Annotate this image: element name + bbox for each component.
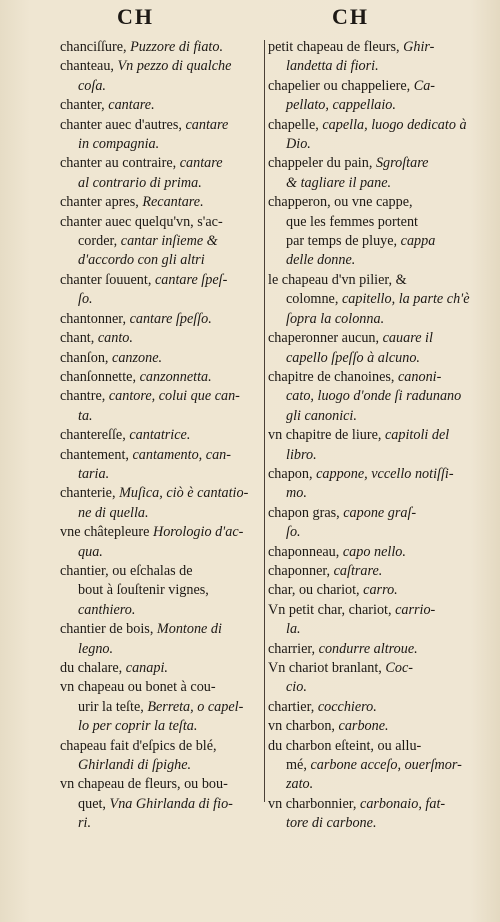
entry-line [60, 581, 260, 600]
entry-french-text: chanciſſure, [60, 39, 131, 55]
entry-italian-gloss: in compagnia. [78, 136, 160, 153]
entry-italian-gloss: delle donne. [286, 252, 356, 269]
entry-line [60, 57, 260, 76]
right-column [268, 38, 490, 834]
dictionary-entry [60, 329, 260, 348]
entry-italian-gloss: mo. [286, 485, 307, 502]
entry-french-text: corder, [78, 233, 121, 250]
entry-line [268, 251, 490, 270]
dictionary-entry [268, 193, 490, 271]
dictionary-entry [60, 193, 260, 212]
entry-italian-gloss: carro. [363, 582, 398, 599]
entry-italian-gloss: condurre altroue. [318, 640, 418, 657]
dictionary-entry [60, 213, 260, 271]
entry-line [268, 698, 490, 717]
entry-italian-gloss: Recantare. [142, 194, 204, 211]
entry-french-text: chanter au contraire, [60, 155, 180, 172]
entry-italian-gloss: cato, luogo d'onde ſi radunano [286, 388, 462, 405]
dictionary-entry [268, 659, 490, 698]
entry-french-text: char, ou chariot, [268, 582, 364, 599]
entry-italian-gloss: capitoli del [385, 427, 450, 444]
entry-italian-gloss: la. [286, 621, 301, 638]
entry-italian-gloss: gli canonici. [286, 407, 357, 424]
entry-line [60, 96, 260, 115]
entry-line [268, 174, 490, 193]
entry-french-text: petit chapeau de fleurs, [268, 39, 404, 55]
entry-italian-gloss: cio. [286, 679, 307, 696]
entry-italian-gloss: tore di carbone. [286, 815, 377, 832]
entry-italian-gloss: ne di quella. [78, 504, 149, 521]
dictionary-entry [268, 562, 490, 581]
entry-french-text: chapeau fait d'eſpics de blé, [60, 737, 217, 754]
dictionary-entry [60, 446, 260, 485]
entry-italian-gloss: coſa. [78, 77, 106, 94]
entry-line [60, 543, 260, 562]
dictionary-entry [268, 698, 490, 717]
entry-line [60, 251, 260, 270]
entry-italian-gloss: Ghirlandi di ſpighe. [78, 757, 192, 774]
entry-line [268, 116, 490, 135]
entry-french-text: chappeler du pain, [268, 155, 376, 172]
entry-line [268, 717, 490, 736]
entry-italian-gloss: capone graſ- [343, 504, 417, 521]
entry-line [268, 562, 490, 581]
entry-french-text: chantier, ou eſchalas de [60, 562, 193, 579]
entry-italian-gloss: Ca- [413, 77, 436, 94]
entry-italian-gloss: canthiero. [78, 601, 136, 618]
entry-line [268, 135, 490, 154]
dictionary-entry [60, 737, 260, 776]
entry-french-text: chantre, [60, 388, 109, 405]
entry-line [268, 232, 490, 251]
entry-line [268, 446, 490, 465]
entry-italian-gloss: Berreta, o capel- [147, 698, 244, 715]
dictionary-entry [60, 562, 260, 620]
entry-italian-gloss: ta. [78, 407, 93, 424]
entry-line [60, 349, 260, 368]
entry-french-text: chantonner, [60, 310, 130, 327]
entry-french-text: chanter auec quelqu'vn, s'ac- [60, 213, 223, 230]
entry-italian-gloss: cantare ſpeſſo. [129, 310, 212, 327]
entry-line [268, 581, 490, 600]
entry-line [60, 484, 260, 503]
dictionary-entry [60, 523, 260, 562]
entry-line [60, 640, 260, 659]
running-head-right: CH [332, 4, 369, 29]
entry-italian-gloss: ſo. [78, 291, 93, 308]
entry-line [60, 116, 260, 135]
entry-french-text: vne châtepleure [60, 524, 153, 541]
dictionary-entry [60, 484, 260, 523]
entry-french-text: chanſon, [60, 349, 113, 366]
dictionary-entry [60, 387, 260, 426]
entry-italian-gloss: cantore, colui que can- [108, 388, 240, 405]
entry-italian-gloss: Ghir- [403, 39, 435, 55]
entry-italian-gloss: ri. [78, 815, 92, 832]
entry-line [60, 426, 260, 445]
dictionary-entry [268, 504, 490, 543]
entry-french-text: chapelier ou chappeliere, [268, 77, 414, 94]
entry-line [60, 38, 260, 57]
entry-line [268, 756, 490, 775]
entry-line [268, 795, 490, 814]
entry-french-text: chanterie, [60, 485, 120, 502]
dictionary-entry [60, 310, 260, 329]
entry-italian-gloss: zato. [286, 776, 314, 793]
entry-french-text: chantier de bois, [60, 621, 157, 638]
entry-line [268, 426, 490, 445]
entry-line [268, 814, 490, 833]
entry-italian-gloss: libro. [286, 446, 317, 463]
entry-italian-gloss: cantare ſpeſ- [154, 271, 228, 288]
entry-italian-gloss: qua. [78, 543, 103, 560]
entry-line [60, 135, 260, 154]
entry-italian-gloss: cauare il [382, 330, 433, 347]
entry-italian-gloss: capella, luogo dedicato à [322, 116, 467, 133]
entry-line [268, 678, 490, 697]
entry-italian-gloss: canoni- [398, 368, 442, 385]
entry-line [60, 407, 260, 426]
dictionary-entry [60, 678, 260, 736]
entry-line [268, 271, 490, 290]
dictionary-entry [60, 368, 260, 387]
entry-line [60, 193, 260, 212]
entry-line [60, 446, 260, 465]
entry-line [268, 620, 490, 639]
entry-french-text: charrier, [268, 640, 319, 657]
entry-line [268, 349, 490, 368]
entry-italian-gloss: Vna Ghirlanda di fio- [109, 795, 233, 812]
entry-french-text: chaperonner aucun, [268, 330, 383, 347]
entry-line [60, 814, 260, 833]
entry-italian-gloss: cantatrice. [129, 427, 191, 444]
dictionary-entry [268, 640, 490, 659]
entry-italian-gloss: canapi. [125, 660, 168, 676]
entry-french-text: chanter apres, [60, 194, 143, 211]
entry-italian-gloss: carbone acceſo, ouerſmor- [310, 757, 462, 774]
entry-line [60, 465, 260, 484]
entry-french-text: vn chapitre de liure, [268, 427, 385, 444]
entry-line [60, 659, 260, 678]
entry-line [60, 329, 260, 348]
entry-line [268, 154, 490, 173]
left-column [60, 38, 260, 834]
entry-line [60, 678, 260, 697]
entry-line [268, 659, 490, 678]
entry-line [60, 620, 260, 639]
column-rule [264, 40, 265, 802]
entry-italian-gloss: Puzzore di fiato. [130, 39, 224, 55]
entry-line [268, 290, 490, 309]
entry-french-text: chantereſſe, [60, 427, 130, 444]
entry-line [268, 38, 490, 57]
entry-italian-gloss: Montone di [156, 621, 222, 638]
dictionary-entry [268, 465, 490, 504]
entry-line [268, 737, 490, 756]
entry-french-text: par temps de pluye, [286, 233, 401, 250]
entry-line [268, 57, 490, 76]
entry-french-text: que les femmes portent [286, 213, 418, 230]
dictionary-entry [268, 38, 490, 77]
entry-french-text: quet, [78, 795, 110, 812]
entry-line [60, 698, 260, 717]
entry-french-text: vn chapeau de fleurs, ou bou- [60, 776, 228, 793]
entry-line [268, 193, 490, 212]
entry-french-text: chanſonnette, [60, 368, 140, 385]
entry-line [268, 484, 490, 503]
dictionary-entry [60, 775, 260, 833]
entry-line [268, 775, 490, 794]
entry-french-text: vn charbon, [268, 718, 339, 735]
entry-french-text: chanter ſouuent, [60, 271, 155, 288]
entry-french-text: vn charbonnier, [268, 795, 361, 812]
entry-french-text: le chapeau d'vn pilier, & [268, 271, 407, 288]
entry-french-text: mé, [286, 757, 311, 774]
entry-french-text: du chalare, [60, 660, 126, 676]
entry-line [60, 213, 260, 232]
entry-italian-gloss: capello ſpeſſo à alcuno. [286, 349, 420, 366]
entry-french-text: chaponner, [268, 562, 334, 579]
dictionary-entry [60, 620, 260, 659]
entry-french-text: chanteau, [60, 58, 118, 75]
dictionary-entry [60, 116, 260, 155]
entry-italian-gloss: caſtrare. [333, 562, 383, 579]
entry-line [60, 310, 260, 329]
entry-line [60, 717, 260, 736]
entry-italian-gloss: Vn pezzo di qualche [117, 58, 232, 75]
dictionary-entry [60, 426, 260, 445]
entry-italian-gloss: carrio- [395, 601, 436, 618]
entry-italian-gloss: cantare. [108, 97, 155, 114]
entry-french-text: chanter, [60, 97, 109, 114]
entry-italian-gloss: cantare [185, 116, 229, 133]
entry-line [268, 387, 490, 406]
entry-line [268, 504, 490, 523]
entry-french-text: Vn petit char, chariot, [268, 601, 396, 618]
entry-italian-gloss: canto. [97, 330, 133, 347]
dictionary-entry [268, 717, 490, 736]
entry-line [60, 174, 260, 193]
entry-french-text: urir la teſte, [78, 698, 148, 715]
entry-italian-gloss: legno. [78, 640, 114, 657]
entry-french-text: chapelle, [268, 116, 323, 133]
dictionary-entry [268, 271, 490, 329]
dictionary-entry [268, 77, 490, 116]
entry-italian-gloss: al contrario di prima. [78, 174, 202, 191]
entry-italian-gloss: d'accordo con gli altri [78, 252, 205, 269]
entry-french-text: colomne, [286, 291, 342, 308]
entry-french-text: chaponneau, [268, 543, 343, 560]
entry-italian-gloss: & tagliare il pane. [286, 174, 392, 191]
entry-line [60, 562, 260, 581]
entry-italian-gloss: ſopra la colonna. [286, 310, 385, 327]
entry-french-text: du charbon eſteint, ou allu- [268, 737, 422, 754]
entry-italian-gloss: Dio. [286, 136, 311, 153]
entry-line [268, 77, 490, 96]
entry-italian-gloss: cappa [400, 233, 436, 250]
entry-french-text: chanter auec d'autres, [60, 116, 186, 133]
entry-italian-gloss: cappone, vccello notiſſi- [316, 465, 454, 482]
entry-french-text: Vn chariot branlant, [268, 660, 386, 676]
dictionary-entry [60, 38, 260, 57]
entry-italian-gloss: Muſica, ciò è cantatio- [119, 485, 249, 502]
entry-line [60, 77, 260, 96]
dictionary-entry [268, 601, 490, 640]
entry-french-text: chapon, [268, 465, 317, 482]
entry-line [60, 523, 260, 542]
entry-line [268, 96, 490, 115]
entry-line [268, 640, 490, 659]
entry-italian-gloss: canzonnetta. [139, 368, 212, 385]
dictionary-entry [60, 271, 260, 310]
entry-line [60, 775, 260, 794]
entry-italian-gloss: Horologio d'ac- [152, 524, 244, 541]
entry-italian-gloss: capitello, la parte ch'è [341, 291, 470, 308]
entry-italian-gloss: carbone. [338, 718, 389, 735]
entry-italian-gloss: pellato, cappellaio. [286, 97, 396, 114]
dictionary-entry [268, 543, 490, 562]
entry-french-text: chapitre de chanoines, [268, 368, 398, 385]
entry-italian-gloss: landetta di fiori. [286, 58, 379, 75]
entry-line [60, 756, 260, 775]
entry-french-text: chapon gras, [268, 504, 344, 521]
dictionary-entry [60, 349, 260, 368]
entry-line [60, 601, 260, 620]
entry-line [60, 737, 260, 756]
entry-french-text: bout à ſouſtenir vignes, [78, 582, 209, 599]
dictionary-entry [268, 116, 490, 155]
entry-line [60, 504, 260, 523]
dictionary-entry [268, 368, 490, 426]
entry-line [268, 213, 490, 232]
entry-italian-gloss: lo per coprir la teſta. [78, 718, 198, 735]
entry-french-text: vn chapeau ou bonet à cou- [60, 679, 216, 696]
dictionary-entry [268, 329, 490, 368]
entry-french-text: chartier, [268, 698, 318, 715]
entry-italian-gloss: cocchiero. [317, 698, 377, 715]
entry-line [60, 795, 260, 814]
dictionary-entry [268, 737, 490, 795]
dictionary-entry [60, 659, 260, 678]
entry-line [60, 154, 260, 173]
dictionary-entry [60, 154, 260, 193]
entry-french-text: chant, [60, 330, 98, 347]
entry-french-text: chantement, [60, 446, 133, 463]
entry-line [60, 387, 260, 406]
entry-line [268, 310, 490, 329]
entry-line [268, 465, 490, 484]
entry-italian-gloss: taria. [78, 465, 110, 482]
entry-italian-gloss: carbonaio, fat- [360, 795, 446, 812]
dictionary-entry [268, 426, 490, 465]
entry-french-text: chapperon, ou vne cappe, [268, 194, 413, 211]
dictionary-entry [268, 795, 490, 834]
entry-italian-gloss: canzone. [112, 349, 163, 366]
entry-italian-gloss: ſo. [286, 524, 301, 541]
entry-italian-gloss: capo nello. [342, 543, 406, 560]
entry-line [268, 523, 490, 542]
entry-line [60, 232, 260, 251]
entry-italian-gloss: Coc- [385, 660, 413, 676]
entry-line [60, 271, 260, 290]
running-head-left: CH [117, 4, 154, 29]
dictionary-entry [268, 154, 490, 193]
entry-line [268, 329, 490, 348]
dictionary-entry [60, 57, 260, 96]
entry-line [60, 368, 260, 387]
entry-line [268, 407, 490, 426]
dictionary-entry [268, 581, 490, 600]
entry-italian-gloss: cantamento, can- [132, 446, 231, 463]
entry-italian-gloss: Sgroſtare [375, 155, 429, 172]
entry-line [60, 290, 260, 309]
entry-italian-gloss: cantare [179, 155, 223, 172]
dictionary-entry [60, 96, 260, 115]
entry-line [268, 368, 490, 387]
entry-line [268, 543, 490, 562]
entry-line [268, 601, 490, 620]
entry-italian-gloss: cantar inſieme & [120, 233, 218, 250]
